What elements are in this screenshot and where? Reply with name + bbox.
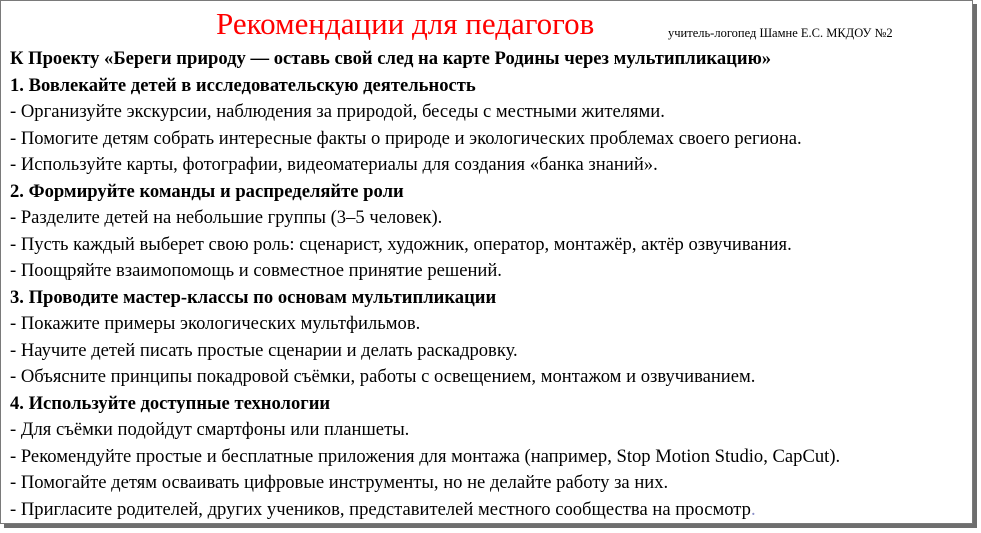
list-item: - Покажите примеры экологических мультфильмов. [10, 313, 421, 334]
list-item: - Поощряйте взаимопомощь и совместное принятие решений. [10, 260, 502, 281]
list-item: - Помогайте детям осваивать цифровые инструменты, но не делайте работу за них. [10, 472, 669, 493]
document-body [10, 46, 968, 523]
list-item: - Рекомендуйте простые и бесплатные приложения для монтажа (например, Stop Motion Studio, CapCut). [10, 445, 841, 467]
page-title: Рекомендации для педагогов [216, 6, 595, 41]
section-heading-1: 1. Вовлекайте детей в исследовательскую деятельность [10, 74, 476, 96]
title-row [1, 5, 972, 45]
list-item: - Организуйте экскурсии, наблюдения за природой, беседы с местными жителями. [10, 101, 665, 122]
list-item: - Помогите детям собрать интересные факты о природе и экологических проблемах своего региона. [10, 127, 802, 149]
list-item: - Используйте карты, фотографии, видеоматериалы для создания «банка знаний». [10, 154, 658, 175]
author-credit: учитель-логопед Шамне Е.С. МКДОУ №2 [668, 26, 893, 40]
list-item-last [10, 497, 968, 524]
list-item-text: - Пригласите родителей, других учеников, представителей местного сообщества на просмотр [10, 498, 751, 520]
list-item: - Объясните принципы покадровой съёмки, работы с освещением, монтажом и озвучиванием. [10, 366, 756, 387]
section-heading-2: 2. Формируйте команды и распределяйте роли [10, 180, 404, 202]
list-item: - Научите детей писать простые сценарии и делать раскадровку. [10, 339, 518, 361]
project-heading: К Проекту «Береги природу — оставь свой след на карте Родины через мультипликацию» [10, 48, 772, 69]
list-item: - Для съёмки подойдут смартфоны или планшеты. [10, 419, 410, 440]
section-heading-4: 4. Используйте доступные технологии [10, 392, 331, 414]
list-item: - Разделите детей на небольшие группы (3–5 человек). [10, 207, 443, 228]
list-item: - Пусть каждый выберет свою роль: сценарист, художник, оператор, монтажёр, актёр озвучивания. [10, 233, 792, 255]
trailing-period: . [750, 498, 756, 520]
section-heading-3: 3. Проводите мастер-классы по основам мультипликации [10, 286, 497, 308]
